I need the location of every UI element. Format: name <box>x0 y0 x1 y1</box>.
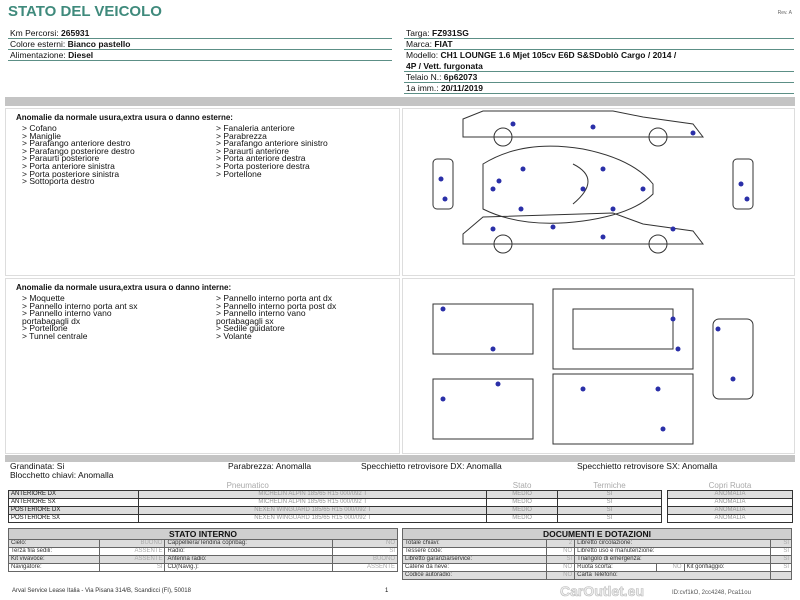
anomaly-item: > Paraurti posteriore <box>22 153 100 164</box>
field-label: Libretto uso e manutenzione: <box>575 548 770 556</box>
table-row <box>9 556 398 564</box>
field-value: SI <box>100 564 165 572</box>
anomaly-item: > Pannello interno porta post dx <box>216 300 337 311</box>
label: Km Percorsi: <box>10 28 62 38</box>
copri-row <box>668 491 793 499</box>
field-value: NO <box>332 540 397 548</box>
interior-col1 <box>22 295 216 341</box>
field-label: Radio: <box>165 548 332 556</box>
field-label: Ruota scorta: <box>575 564 656 572</box>
info-targa <box>404 28 794 39</box>
stato-interno-title: STATO INTERNO <box>9 529 398 540</box>
tyres-table <box>8 481 662 523</box>
car-exterior-diagram <box>403 109 796 277</box>
tyre-state: MEDIO <box>487 499 557 507</box>
field-label: Totale chiavi: <box>403 540 547 548</box>
exterior-title: Anomalie da normale usura,extra usura o danno esterne: <box>16 113 233 122</box>
stato-interno-table <box>8 528 398 572</box>
header-stato: Stato <box>487 481 557 491</box>
tyre-model: NEXEN WINGUARD 185/65 R15 000/092 T <box>139 507 487 515</box>
tyre-row <box>9 507 662 515</box>
field-value: NO <box>547 564 575 572</box>
anomaly-item: > Volante <box>216 330 252 341</box>
field-label: Libretto garanzia/service: <box>403 556 547 564</box>
anomaly-item: > Pannello interno vano <box>22 308 112 319</box>
exterior-diagram <box>402 108 795 276</box>
tyre-row <box>9 499 662 507</box>
field-value: SI <box>770 548 791 556</box>
tyre-winter: SI <box>557 491 661 499</box>
value: CH1 LOUNGE 1.6 Mjet 105cv E6D S&SDoblò Cargo / 2014 / <box>440 50 677 60</box>
tyre-winter: SI <box>557 507 661 515</box>
value: 265931 <box>61 28 90 38</box>
misc-status <box>10 462 795 480</box>
table-row <box>403 572 792 580</box>
field-value: 2 <box>547 540 575 548</box>
anomaly-item: > Pannello interno porta ant sx <box>22 300 138 311</box>
field-label: Catene da neve: <box>403 564 547 572</box>
header-copri-ruota: Copri Ruota <box>668 481 793 491</box>
anomaly-item: > Maniglie <box>22 130 61 141</box>
page-title: STATO DEL VEICOLO <box>8 3 162 20</box>
field-label: Cappelliera/Tendina copribag: <box>165 540 332 548</box>
field-value: SI <box>770 564 791 572</box>
tyre-state: MEDIO <box>487 491 557 499</box>
tyre-model: MICHELIN ALPIN 185/65 R15 000/092 T <box>139 491 487 499</box>
divider-bar <box>5 97 795 106</box>
anomaly-item: portabagagli dx <box>22 315 81 326</box>
table-row <box>403 540 792 548</box>
anomaly-item: > Parafango anteriore destro <box>22 138 131 149</box>
value: FIAT <box>434 39 453 49</box>
anomaly-item: > Pannello interno vano <box>216 308 306 319</box>
anomaly-item: > Parafango posteriore destro <box>22 145 135 156</box>
table-row <box>9 564 398 572</box>
field-value: SI <box>770 540 791 548</box>
tyre-state: MEDIO <box>487 507 557 515</box>
exterior-anomalies <box>5 108 400 276</box>
label: Modello: <box>406 50 441 60</box>
copri-row <box>668 499 793 507</box>
label: 1a imm.: <box>406 83 441 93</box>
info-modello <box>404 50 794 61</box>
field-label: Navigatore: <box>9 564 100 572</box>
field-value <box>770 572 791 580</box>
value: FZ931SG <box>432 28 469 38</box>
table-row <box>403 556 792 564</box>
exterior-col2 <box>216 125 410 186</box>
anomaly-item: > Portellone <box>216 168 262 179</box>
tyre-model: NEXEN WINGUARD 185/65 R15 000/092 T <box>139 515 487 523</box>
anomaly-item: > Paraurti anteriore <box>216 145 289 156</box>
field-label: Triangolo di emergenza: <box>575 556 770 564</box>
table-row <box>9 548 398 556</box>
copri-ruota-value: ANOMALIA <box>668 491 793 499</box>
field-label: Libretto circolazione: <box>575 540 770 548</box>
label: Colore esterni: <box>10 39 68 49</box>
field-label: Carta Telefono: <box>575 572 770 580</box>
value: 20/11/2019 <box>440 83 484 93</box>
copri-ruota-value: ANOMALIA <box>668 499 793 507</box>
anomaly-item: > Porta posteriore destra <box>216 160 310 171</box>
watermark-logo: CarOutlet.eu <box>560 583 645 599</box>
tyre-model: MICHELIN ALPIN 185/65 R15 000/092 T <box>139 499 487 507</box>
field-label: Kit gonfiaggio: <box>684 564 770 572</box>
tyre-position: POSTERIORE SX <box>9 515 139 523</box>
page-number: 1 <box>385 588 389 594</box>
field-value: SI <box>547 556 575 564</box>
exterior-col1 <box>22 125 216 186</box>
specchietto-sx: Specchietto retrovisore SX: Anomalla <box>577 461 718 471</box>
interior-anomalies <box>5 278 400 454</box>
field-label: Tessere code: <box>403 548 547 556</box>
grandinata: Grandinata: Si <box>10 461 65 471</box>
info-km <box>8 28 392 39</box>
footer-address: Arval Service Lease Italia - Via Pisana 314/B, Scandicci (FI), 50018 <box>12 588 191 594</box>
info-telaio <box>404 72 794 83</box>
label: Alimentazione: <box>10 50 69 60</box>
anomaly-item: > Fanaleria anteriore <box>216 123 295 133</box>
documenti-table <box>402 528 792 580</box>
field-label: Cielo: <box>9 540 100 548</box>
interior-title: Anomalie da normale usura,extra usura o danno interne: <box>16 283 232 292</box>
label: Marca: <box>406 39 435 49</box>
anomaly-item: > Sedile guidatore <box>216 323 285 334</box>
table-row <box>403 548 792 556</box>
anomaly-item: > Porta anteriore sinistra <box>22 160 115 171</box>
info-immatricolazione <box>404 83 794 94</box>
field-value: ASSENTE <box>332 564 397 572</box>
header-termiche: Termiche <box>557 481 661 491</box>
tyre-winter: SI <box>557 499 661 507</box>
field-label: CD(Navig.): <box>165 564 332 572</box>
table-row <box>403 564 792 572</box>
copri-ruota-table <box>667 481 793 523</box>
tyre-position: ANTERIORE DX <box>9 491 139 499</box>
anomaly-item: > Portellone <box>22 323 68 334</box>
info-colore <box>8 39 392 50</box>
field-value: ASSENTE <box>100 556 165 564</box>
field-label: Kit vivavoce: <box>9 556 100 564</box>
field-value: NO <box>547 548 575 556</box>
anomaly-item: > Pannello interno porta ant dx <box>216 293 333 303</box>
table-row <box>9 540 398 548</box>
copri-row <box>668 515 793 523</box>
documenti-title: DOCUMENTI E DOTAZIONI <box>403 529 792 540</box>
car-interior-diagram <box>403 279 796 455</box>
label: Targa: <box>406 28 432 38</box>
field-value: NO <box>656 564 684 572</box>
field-value: NO <box>547 572 575 580</box>
value: 4P / Vett. furgonata <box>406 61 483 71</box>
anomaly-item: > Parafango anteriore sinistro <box>216 138 328 149</box>
revision: Rev. A <box>777 10 792 16</box>
field-label: Codice autoradio: <box>403 572 547 580</box>
blocchetto: Blocchetto chiavi: Anomalla <box>10 470 114 480</box>
info-alimentazione <box>8 50 392 61</box>
anomaly-item: > Moquette <box>22 293 65 303</box>
field-value: ASSENTE <box>100 548 165 556</box>
field-value: SI <box>770 556 791 564</box>
header-pneumatico: Pneumatico <box>9 481 487 491</box>
parabrezza: Parabrezza: Anomalla <box>228 461 312 471</box>
tyre-position: ANTERIORE SX <box>9 499 139 507</box>
field-value: BUONO <box>332 556 397 564</box>
tyre-state: MEDIO <box>487 515 557 523</box>
anomaly-item: > Parabrezza <box>216 130 267 141</box>
watermark-code: ID:cvf1kO, 2cc4248, Pca11ou <box>672 590 751 596</box>
right-info <box>404 28 794 94</box>
value: 6p62073 <box>443 72 478 82</box>
tyre-row <box>9 491 662 499</box>
copri-ruota-value: ANOMALIA <box>668 515 793 523</box>
anomaly-item: > Sottoporta destro <box>22 176 95 187</box>
interior-col2 <box>216 295 410 341</box>
info-marca <box>404 39 794 50</box>
specchietto-dx: Specchietto retrovisore DX: Anomalla <box>361 461 502 471</box>
anomaly-item: > Cofano <box>22 123 57 133</box>
tyre-row <box>9 515 662 523</box>
info-modello-cont <box>404 61 794 72</box>
left-info <box>8 28 392 61</box>
interior-diagram <box>402 278 795 454</box>
tyre-position: POSTERIORE DX <box>9 507 139 515</box>
anomaly-item: portabagagli sx <box>216 315 274 326</box>
value: Bianco pastello <box>67 39 131 49</box>
value: Diesel <box>68 50 94 60</box>
field-value: BUONO <box>100 540 165 548</box>
field-label: Antenna radio: <box>165 556 332 564</box>
field-label: Terza fila sedili: <box>9 548 100 556</box>
tyre-winter: SI <box>557 515 661 523</box>
label: Telaio N.: <box>406 72 444 82</box>
anomaly-item: > Porta anteriore destra <box>216 153 306 164</box>
field-value: SI <box>332 548 397 556</box>
anomaly-item: > Tunnel centrale <box>22 330 88 341</box>
copri-ruota-value: ANOMALIA <box>668 507 793 515</box>
anomaly-item: > Porta posteriore sinistra <box>22 168 120 179</box>
copri-row <box>668 507 793 515</box>
